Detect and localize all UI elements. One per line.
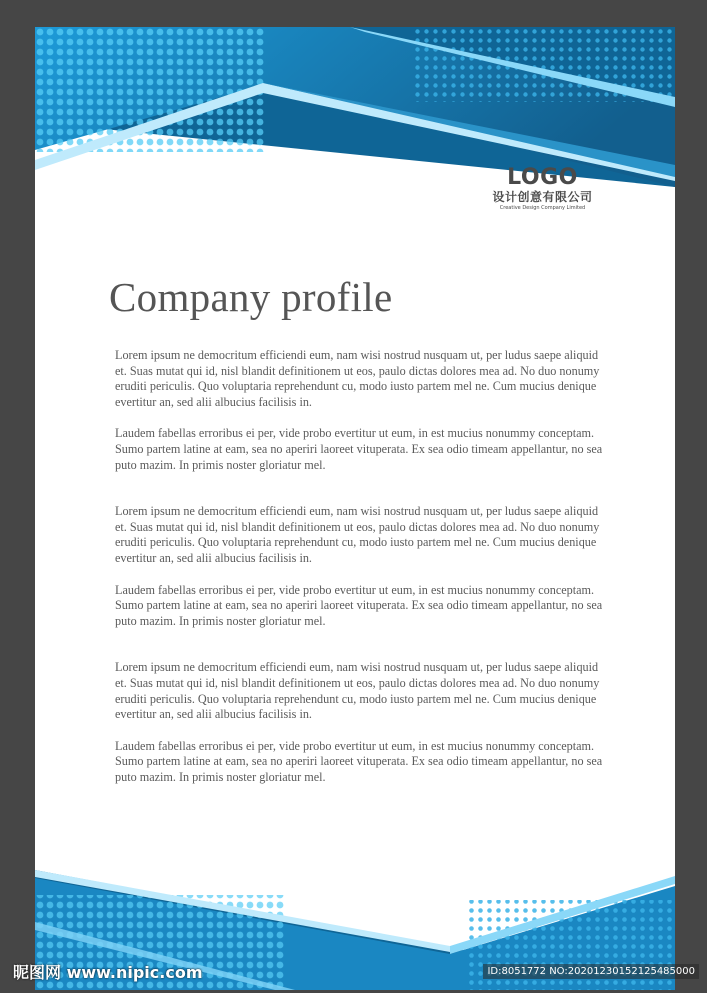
body-text — [115, 348, 605, 785]
paragraph: Laudem fabellas erroribus ei per, vide probo evertitur ut eum, in est mucius nonummy conceptam. Sumo partem latine at eam, sea no aperiri laoreet vituperata. Ex sea odio timeam appellantur, no sea puto mazim. In primis noster gloriatur mel. — [115, 582, 603, 628]
paragraph: Laudem fabellas erroribus ei per, vide probo evertitur ut eum, in est mucius nonummy conceptam. Sumo partem latine at eam, sea no aperiri laoreet vituperata. Ex sea odio timeam appellantur, no sea puto mazim. In primis noster gloriatur mel. — [115, 426, 603, 472]
company-logo — [480, 166, 605, 212]
top-wave-decoration — [35, 27, 675, 187]
letterhead-page — [35, 27, 675, 990]
paragraph: Lorem ipsum ne democritum efficiendi eum, nam wisi nostrud nusquam ut, per ludus saepe aliquid et. Suas mutat qui id, nisl blandit definitionem ut eos, paulo dictas dolores mea ad. No duo nonumy eruditi periculis. Quo voluptaria reprehendunt cu, modo iusto partem mel ne. Cum mucius denique evertitur an, sed alii albucius facilisis in. — [115, 348, 600, 409]
logo-wordmark: LOGO — [507, 165, 578, 190]
logo-chinese-name: 设计创意有限公司 — [492, 190, 593, 204]
image-id-watermark: ID:8051772 NO:20201230152125485000 — [483, 964, 699, 979]
paragraph: Lorem ipsum ne democritum efficiendi eum, nam wisi nostrud nusquam ut, per ludus saepe aliquid et. Suas mutat qui id, nisl blandit definitionem ut eos, paulo dictas dolores mea ad. No duo nonumy eruditi periculis. Quo voluptaria reprehendunt cu, modo iusto partem mel ne. Cum mucius denique evertitur an, sed alii albucius facilisis in. — [115, 504, 600, 565]
paragraph: Laudem fabellas erroribus ei per, vide probo evertitur ut eum, in est mucius nonummy conceptam. Sumo partem latine at eam, sea no aperiri laoreet vituperata. Ex sea odio timeam appellantur, no sea puto mazim. In primis noster gloriatur mel. — [115, 738, 603, 784]
logo-english-name: Creative Design Company Limited — [499, 205, 586, 211]
site-watermark: 昵图网 www.nipic.com — [13, 963, 203, 982]
page-title: Company profile — [109, 274, 393, 320]
paragraph: Lorem ipsum ne democritum efficiendi eum, nam wisi nostrud nusquam ut, per ludus saepe aliquid et. Suas mutat qui id, nisl blandit definitionem ut eos, paulo dictas dolores mea ad. No duo nonumy eruditi periculis. Quo voluptaria reprehendunt cu, modo iusto partem mel ne. Cum mucius denique evertitur an, sed alii albucius facilisis in. — [115, 660, 600, 722]
